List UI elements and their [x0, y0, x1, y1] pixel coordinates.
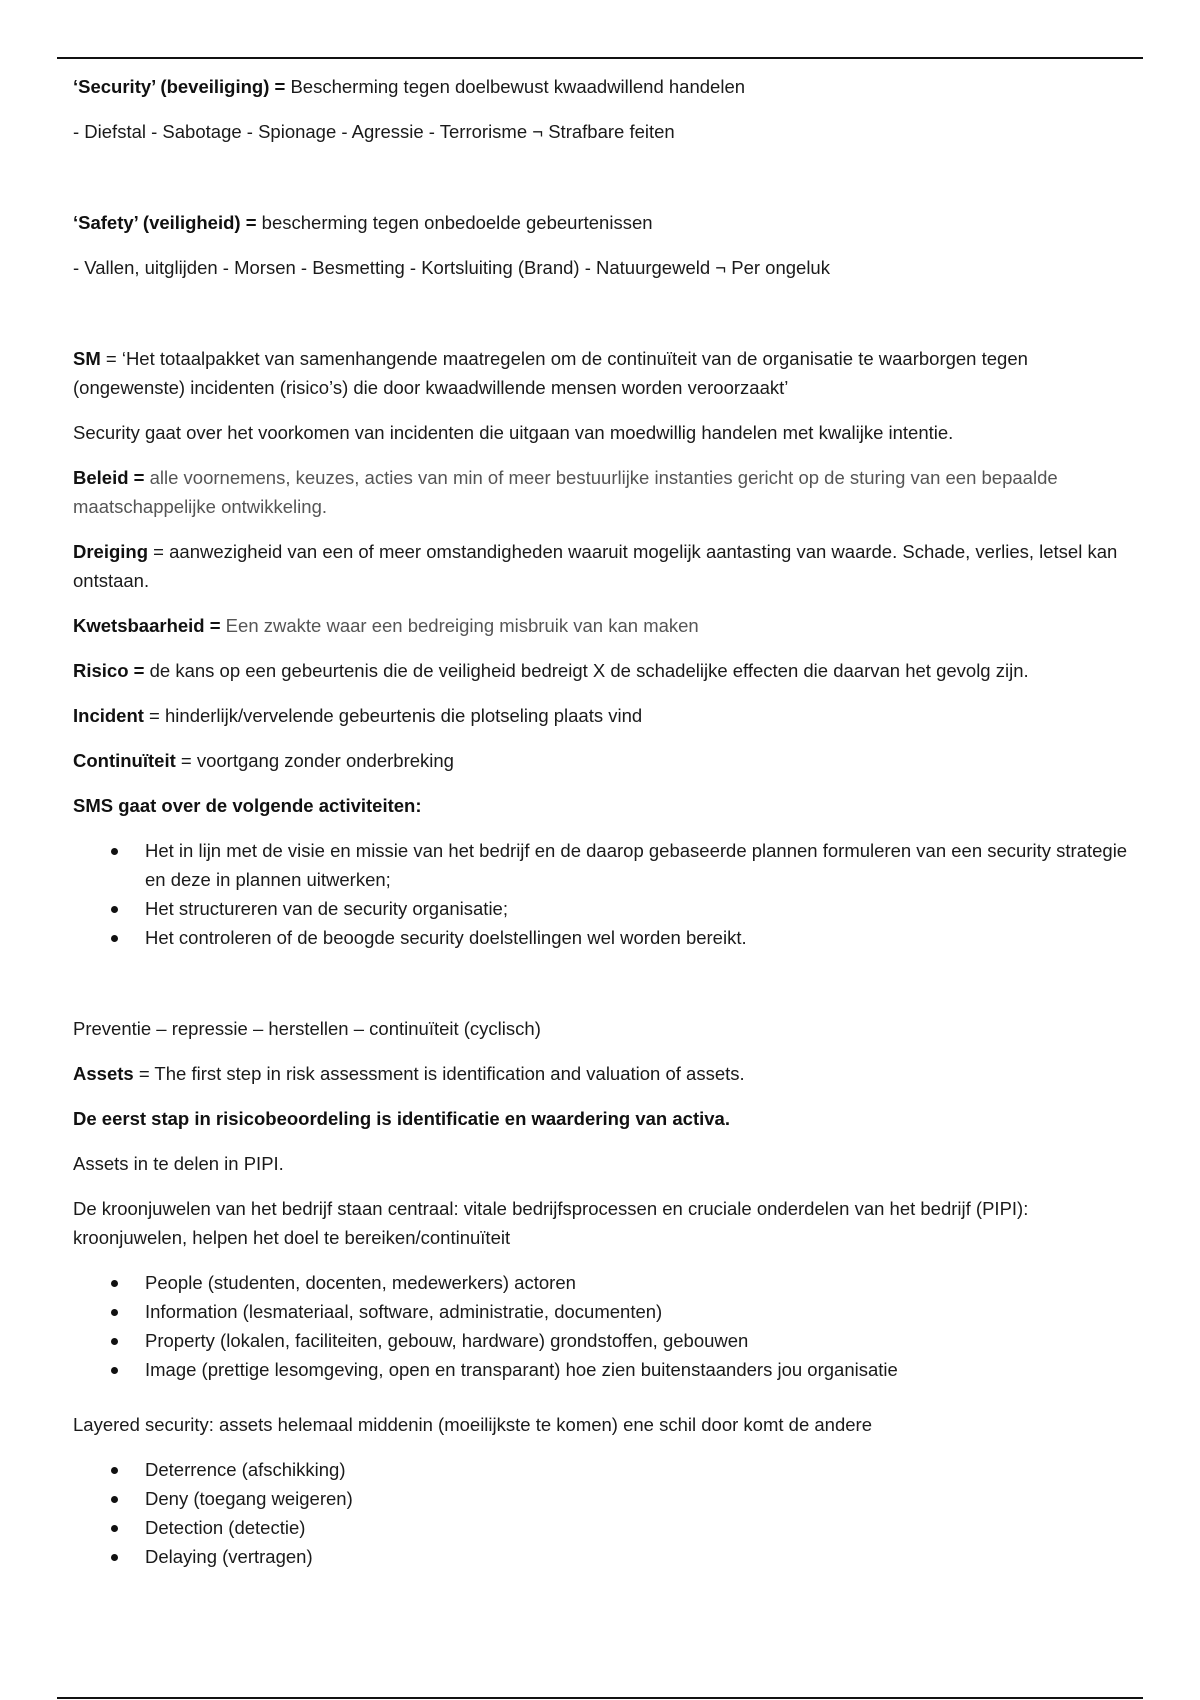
definition-term: Kwetsbaarheid = — [73, 615, 221, 636]
pipi-list — [73, 1268, 1135, 1384]
spacer — [73, 1400, 1135, 1410]
security-about: Security gaat over het voorkomen van incidenten die uitgaan van moedwillig handelen met kwalijke intentie. — [73, 422, 954, 443]
definition-incident — [73, 701, 1135, 730]
list-item: Het structureren van de security organisatie; — [73, 894, 1135, 923]
spacer — [73, 968, 1135, 1014]
list-item: People (studenten, docenten, medewerkers) actoren — [73, 1268, 1135, 1297]
definition-text: = voortgang zonder onderbreking — [175, 750, 454, 771]
list-item: Information (lesmateriaal, software, administratie, documenten) — [73, 1297, 1135, 1326]
assets-term: Assets — [73, 1063, 134, 1084]
assets-nl — [73, 1104, 1135, 1133]
sms-heading-text: SMS gaat over de volgende activiteiten: — [73, 795, 422, 816]
definition-dreiging — [73, 537, 1135, 595]
definition-term: Incident — [73, 705, 144, 726]
pipi-intro: Assets in te delen in PIPI. — [73, 1153, 284, 1174]
safety-examples: - Vallen, uitglijden - Morsen - Besmetting - Kortsluiting (Brand) - Natuurgeweld ¬ Per ongeluk — [73, 257, 830, 278]
cycle-line: Preventie – repressie – herstellen – continuïteit (cyclisch) — [73, 1018, 541, 1039]
definition-risico — [73, 656, 1135, 685]
security-examples: - Diefstal - Sabotage - Spionage - Agressie - Terrorisme ¬ Strafbare feiten — [73, 121, 675, 142]
crown-jewels: De kroonjuwelen van het bedrijf staan centraal: vitale bedrijfsprocessen en cruciale onderdelen van het bedrijf (PIPI): kroonjuwelen, helpen het doel te bereiken/continuïteit — [73, 1198, 1029, 1248]
list-item: Deny (toegang weigeren) — [73, 1484, 1135, 1513]
definition-term: Dreiging — [73, 541, 149, 562]
list-item: Delaying (vertragen) — [73, 1542, 1135, 1571]
assets-nl-text: De eerst stap in risicobeoordeling is identificatie en waardering van activa. — [73, 1108, 730, 1129]
list-item: Property (lokalen, faciliteiten, gebouw, hardware) grondstoffen, gebouwen — [73, 1326, 1135, 1355]
assets-text: = The first step in risk assessment is identification and valuation of assets. — [133, 1063, 745, 1084]
layered-security: Layered security: assets helemaal middenin (moeilijkste te komen) ene schil door komt de andere — [73, 1414, 872, 1435]
document-body — [73, 72, 1135, 1587]
list-item: Image (prettige lesomgeving, open en transparant) hoe zien buitenstaanders jou organisatie — [73, 1355, 1135, 1384]
top-rule — [57, 57, 1143, 59]
definition-beleid — [73, 463, 1135, 521]
safety-definition-text: bescherming tegen onbedoelde gebeurtenissen — [256, 212, 653, 233]
sm-term: SM — [73, 348, 101, 369]
security-definition — [73, 72, 1135, 101]
definition-text: = aanwezigheid van een of meer omstandigheden waaruit mogelijk aantasting van waarde. Schade, verlies, letsel kan ontstaan. — [73, 541, 1118, 591]
definition-term: Continuïteit — [73, 750, 176, 771]
spacer — [73, 298, 1135, 344]
sms-list — [73, 836, 1135, 952]
definition-continuiteit — [73, 746, 1135, 775]
sms-heading — [73, 791, 1135, 820]
definition-term: Risico = — [73, 660, 145, 681]
security-term: ‘Security’ (beveiliging) = — [73, 76, 286, 97]
spacer — [73, 162, 1135, 208]
assets-definition — [73, 1059, 1135, 1088]
sm-definition — [73, 344, 1135, 402]
definition-text: = hinderlijk/vervelende gebeurtenis die plotseling plaats vind — [143, 705, 643, 726]
security-definition-text: Bescherming tegen doelbewust kwaadwillend handelen — [285, 76, 746, 97]
list-item: Deterrence (afschikking) — [73, 1455, 1135, 1484]
definition-text: de kans op een gebeurtenis die de veiligheid bedreigt X de schadelijke effecten die daarvan het gevolg zijn. — [144, 660, 1029, 681]
list-item: Detection (detectie) — [73, 1513, 1135, 1542]
list-item: Het in lijn met de visie en missie van het bedrijf en de daarop gebaseerde plannen formuleren van een security strategie en deze in plannen uitwerken; — [73, 836, 1135, 894]
safety-definition — [73, 208, 1135, 237]
definition-text: alle voornemens, keuzes, acties van min of meer bestuurlijke instanties gericht op de sturing van een bepaalde maatschappelijke ontwikkeling. — [73, 467, 1058, 517]
bottom-rule — [57, 1697, 1143, 1699]
definition-kwetsbaarheid — [73, 611, 1135, 640]
layered-list — [73, 1455, 1135, 1571]
definition-term: Beleid = — [73, 467, 145, 488]
list-item: Het controleren of de beoogde security doelstellingen wel worden bereikt. — [73, 923, 1135, 952]
definition-text: Een zwakte waar een bedreiging misbruik van kan maken — [220, 615, 699, 636]
sm-definition-text: = ‘Het totaalpakket van samenhangende maatregelen om de continuïteit van de organisatie te waarborgen tegen (ongewenste) incidenten (risico’s) die door kwaadwillende mensen worden veroorzaakt’ — [73, 348, 1028, 398]
safety-term: ‘Safety’ (veiligheid) = — [73, 212, 257, 233]
